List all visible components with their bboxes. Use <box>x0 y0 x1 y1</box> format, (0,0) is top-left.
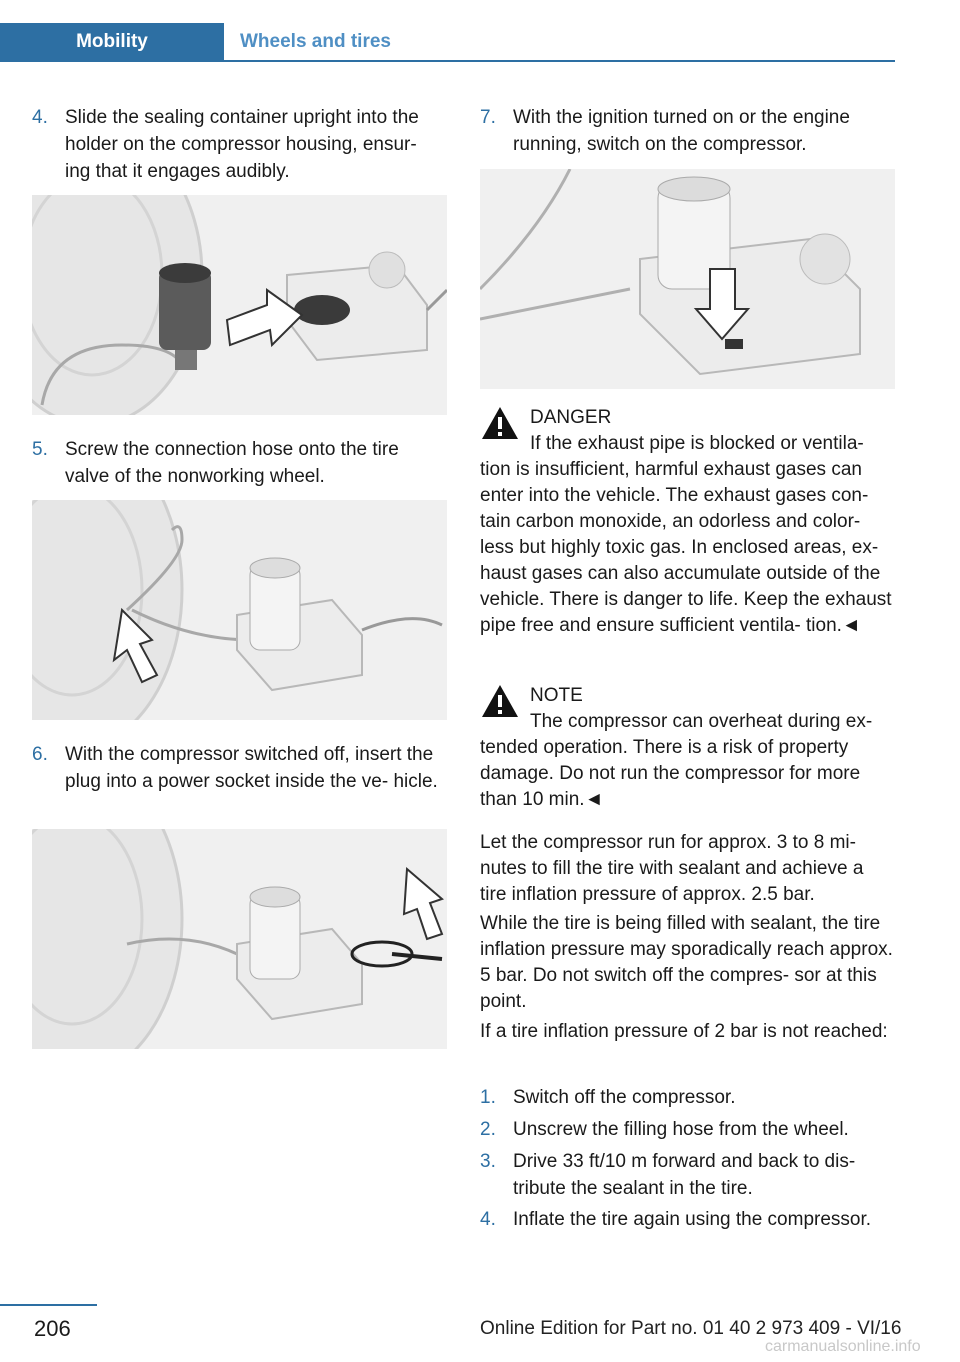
warning-triangle-icon <box>480 405 520 441</box>
step-number: 7. <box>480 107 496 128</box>
note-text-first-line: The compressor can overheat during ex- <box>530 711 873 732</box>
figure-sealing-container <box>32 195 447 415</box>
step-text: Slide the sealing container upright into the holder on the compressor housing, ensur- ing that it engages audibly. <box>65 107 419 182</box>
section-title[interactable]: Wheels and tires <box>240 30 391 52</box>
footer-rule <box>0 1304 97 1306</box>
step-text: With the ignition turned on or the engine running, switch on the compressor. <box>513 107 850 155</box>
page-header <box>0 0 895 62</box>
step-text: Drive 33 ft/10 m forward and back to dis- tribute the sealant in the tire. <box>513 1151 856 1199</box>
figure-connection-hose <box>32 500 447 720</box>
note-notice <box>480 683 895 810</box>
note-text: tended operation. There is a risk of property damage. Do not run the compressor for more than 10 min.◄ <box>480 737 861 810</box>
step-number: 4. <box>480 1209 496 1230</box>
step-text: Switch off the compressor. <box>513 1087 736 1108</box>
figure-power-socket <box>32 829 447 1049</box>
step-number: 2. <box>480 1119 496 1140</box>
danger-notice <box>480 405 895 665</box>
watermark: carmanualsonline.info <box>765 1338 921 1355</box>
figure-switch-on-compressor <box>480 169 895 389</box>
step-number: 4. <box>32 107 48 128</box>
chapter-tab[interactable]: Mobility <box>0 23 224 60</box>
danger-title: DANGER <box>530 407 612 428</box>
note-title: NOTE <box>530 685 583 706</box>
warning-triangle-icon <box>480 683 520 719</box>
step-text: Screw the connection hose onto the tire valve of the nonworking wheel. <box>65 439 399 487</box>
step-number: 6. <box>32 744 48 765</box>
step-text: Unscrew the filling hose from the wheel. <box>513 1119 849 1140</box>
header-rule <box>0 60 895 62</box>
step-number: 5. <box>32 439 48 460</box>
paragraph: While the tire is being filled with sealant, the tire inflation pressure may sporadically reach approx. 5 bar. Do not switch off the compres- sor at this point. <box>480 913 893 1012</box>
paragraph: Let the compressor run for approx. 3 to 8 mi- nutes to fill the tire with sealant and achieve a tire inflation pressure of approx. 2.5 bar. <box>480 832 864 905</box>
step-text: Inflate the tire again using the compressor. <box>513 1209 872 1230</box>
step-text: With the compressor switched off, insert the plug into a power socket inside the ve- hicle. <box>65 744 438 792</box>
page-number: 206 <box>34 1316 71 1341</box>
edition-line: Online Edition for Part no. 01 40 2 973 409 - VI/16 <box>480 1318 902 1339</box>
danger-text-first-line: If the exhaust pipe is blocked or ventila- <box>530 433 864 454</box>
step-number: 3. <box>480 1151 496 1172</box>
danger-text: tion is insufficient, harmful exhaust gases can enter into the vehicle. The exhaust gases con- tain carbon monoxide, an odorless and color- less but highly toxic gas. In enclosed areas, ex- haust gases can also accumulate outside of the vehicle. There is danger to life. Keep the exhaust pipe free and ensure sufficient ventila- tion.◄ <box>480 459 892 636</box>
paragraph: If a tire inflation pressure of 2 bar is not reached: <box>480 1021 888 1042</box>
step-number: 1. <box>480 1087 496 1108</box>
